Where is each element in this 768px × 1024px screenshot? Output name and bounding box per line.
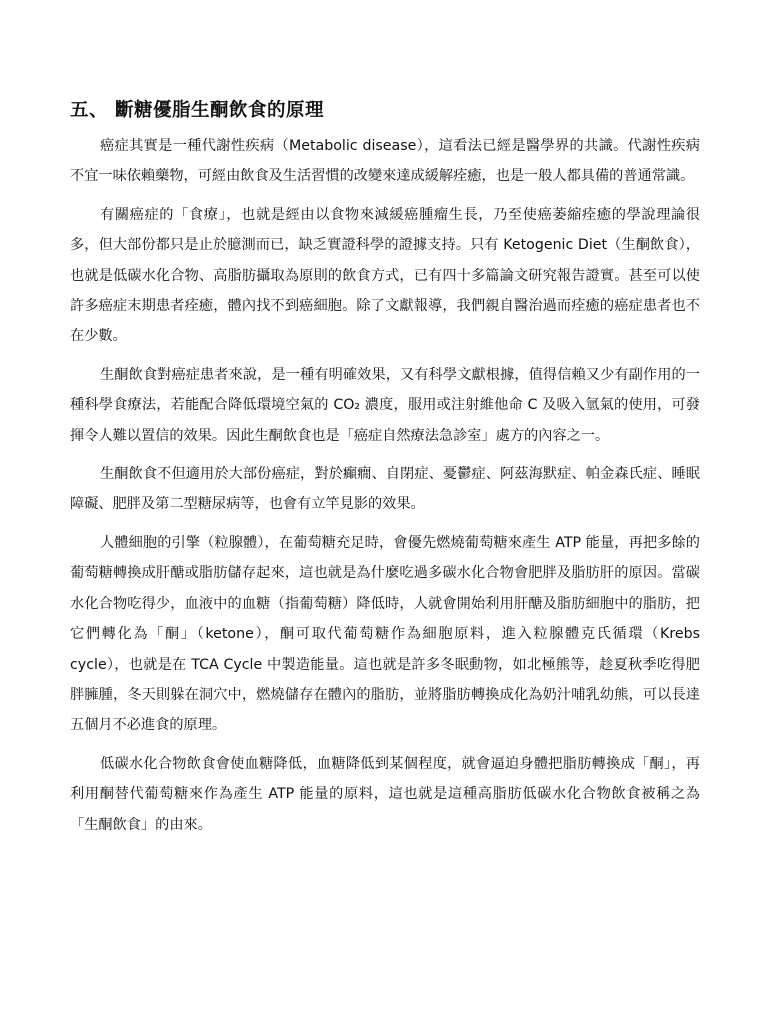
body-text (70, 131, 700, 848)
section-heading: 五、 斷糖優脂生酮飲食的原理 (70, 100, 324, 121)
paragraph-5: 人體細胞的引擎（粒腺體），在葡萄糖充足時，會優先燃燒葡萄糖來產生 ATP 能量，再把多餘的葡萄糖轉換成肝醣或脂肪儲存起來，這也就是為什麼吃過多碳水化合物會肥胖及脂肪肝的原因。當碳水化合物吃得少，血液中的血糖（指葡萄糖）降低時，人就會開始利用肝醣及脂肪細胞中的脂肪，把它們轉化為「酮」（ketone），酮可取代葡萄糖作為細胞原料，進入粒腺體克氏循環（Krebs cycle），也就是在 TCA Cycle 中製造能量。這也就是許多冬眠動物，如北極熊等，趁夏秋季吃得肥胖臃腫，冬天則躲在洞穴中，燃燒儲存在體內的脂肪，並將脂肪轉換成化為奶汁哺乳幼熊，可以長達五個月不必進食的原理。 (70, 534, 700, 734)
paragraph-3: 生酮飲食對癌症患者來說，是一種有明確效果，又有科學文獻根據，值得信賴又少有副作用的一種科學食療法，若能配合降低環境空氣的 CO₂ 濃度，服用或注射維他命 C 及吸入氫氣的使用，可發揮令人難以置信的效果。因此生酮飲食也是「癌症自然療法急診室」處方的內容之一。 (70, 366, 700, 444)
paragraph-6: 低碳水化合物飲食會使血糖降低，血糖降低到某個程度，就會逼迫身體把脂肪轉換成「酮」，再利用酮替代葡萄糖來作為產生 ATP 能量的原料，這也就是這種高脂肪低碳水化合物飲食被稱之為「生酮飲食」的由來。 (70, 755, 700, 833)
paragraph-1: 癌症其實是一種代謝性疾病（Metabolic disease），這看法已經是醫學界的共識。代謝性疾病不宜一味依賴藥物，可經由飲食及生活習慣的改變來達成緩解痊癒，也是一般人都具備的普通常識。 (70, 138, 700, 185)
paragraph-2: 有關癌症的「食療」，也就是經由以食物來減緩癌腫瘤生長，乃至使癌萎縮痊癒的學說理論很多，但大部份都只是止於臆測而已，缺乏實證科學的證據支持。只有 Ketogenic Diet（生酮飲食），也就是低碳水化合物、高脂肪攝取為原則的飲食方式，已有四十多篇論文研究報告證實。甚至可以使許多癌症末期患者痊癒，體內找不到癌細胞。除了文獻報導，我們親自醫治過而痊癒的癌症患者也不在少數。 (70, 206, 700, 345)
paragraph-4: 生酮飲食不但適用於大部份癌症，對於癲癇、自閉症、憂鬱症、阿茲海默症、帕金森氏症、睡眠障礙、肥胖及第二型糖尿病等，也會有立竿見影的效果。 (70, 466, 700, 513)
